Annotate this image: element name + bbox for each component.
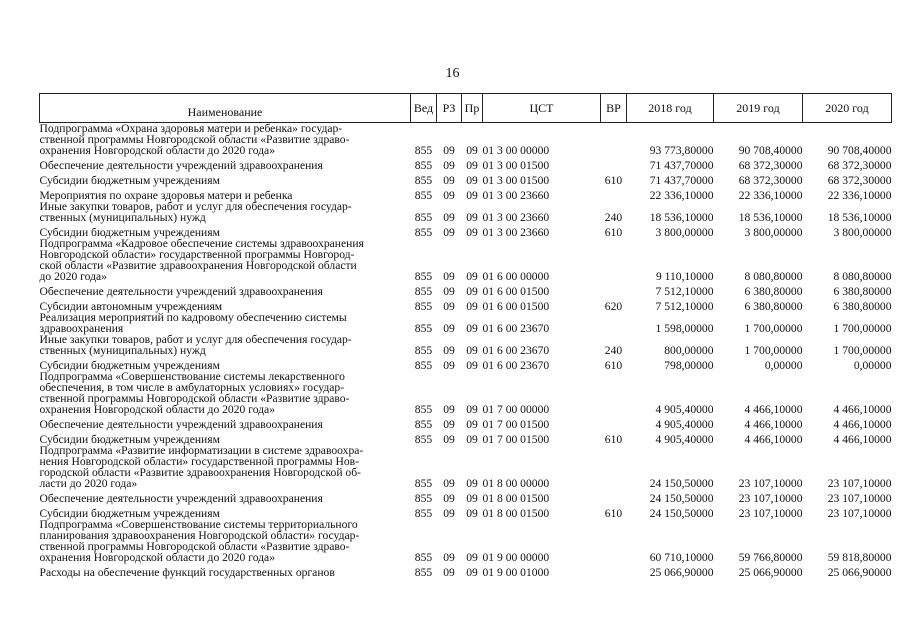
header-ved: Вед bbox=[411, 94, 437, 123]
cell-rz: 09 bbox=[443, 211, 455, 224]
table-row bbox=[40, 415, 892, 430]
cell-ved: 855 bbox=[414, 211, 433, 224]
cell-ved: 855 bbox=[414, 359, 433, 372]
cell-rz: 09 bbox=[443, 174, 455, 187]
table-row bbox=[40, 430, 892, 445]
cell-2018: 3 800,00000 bbox=[655, 226, 714, 239]
cell-rz: 09 bbox=[443, 189, 455, 202]
header-cst: ЦСТ bbox=[483, 94, 601, 123]
cell-cst: 01 9 00 01000 bbox=[482, 566, 550, 579]
table-row bbox=[40, 371, 892, 415]
cell-ved: 855 bbox=[414, 226, 433, 239]
cell-2020: 4 466,10000 bbox=[833, 433, 892, 446]
cell-2018: 22 336,10000 bbox=[649, 189, 714, 202]
cell-2018: 71 437,70000 bbox=[649, 174, 714, 187]
cell-vr: 240 bbox=[604, 211, 623, 224]
table-row bbox=[40, 201, 892, 223]
cell-2019: 68 372,30000 bbox=[738, 174, 803, 187]
cell-2019: 6 380,80000 bbox=[744, 285, 803, 298]
cell-cst: 01 6 00 23670 bbox=[482, 322, 550, 335]
cell-2019: 68 372,30000 bbox=[738, 159, 803, 172]
cell-name: Иные закупки товаров, работ и услуг для обеспечения государ- ственных (муниципальных) нужд bbox=[39, 200, 352, 224]
cell-vr: 610 bbox=[604, 174, 623, 187]
header-rz: РЗ bbox=[437, 94, 462, 123]
cell-2019: 0,00000 bbox=[764, 359, 803, 372]
table-row bbox=[40, 334, 892, 356]
cell-name: Иные закупки товаров, работ и услуг для обеспечения государ- ственных (муниципальных) нужд bbox=[39, 333, 352, 357]
cell-pr: 09 bbox=[466, 159, 478, 172]
cell-cst: 01 6 00 01500 bbox=[482, 285, 550, 298]
cell-cst: 01 8 00 00000 bbox=[482, 477, 550, 490]
cell-2018: 60 710,10000 bbox=[649, 551, 714, 564]
cell-name: Обеспечение деятельности учреждений здравоохранения bbox=[39, 492, 323, 505]
table-row bbox=[40, 282, 892, 297]
cell-name: Обеспечение деятельности учреждений здравоохранения bbox=[39, 159, 323, 172]
table-row bbox=[40, 123, 892, 157]
table-header-row bbox=[40, 94, 892, 123]
cell-pr: 09 bbox=[466, 226, 478, 239]
table-row bbox=[40, 186, 892, 201]
cell-pr: 09 bbox=[466, 174, 478, 187]
cell-vr bbox=[601, 489, 627, 504]
cell-ved: 855 bbox=[414, 189, 433, 202]
cell-rz: 09 bbox=[443, 492, 455, 505]
header-pr: Пр bbox=[462, 94, 483, 123]
cell-name: Подпрограмма «Развитие информатизации в системе здравоохра- нения Новгородской области» государственной программы Нов- городской области «Развитие здравоохранения Новгородской об- ласти до 2020 года» bbox=[39, 444, 364, 490]
cell-2019: 23 107,10000 bbox=[738, 477, 803, 490]
cell-pr: 09 bbox=[466, 300, 478, 313]
cell-name: Подпрограмма «Кадровое обеспечение системы здравоохранения Новгородской области» государственной программы Новгород- ской области «Развитие здравоохранения Новгородской области до 2020 года» bbox=[39, 237, 364, 283]
cell-name: Субсидии бюджетным учреждениям bbox=[39, 507, 220, 520]
budget-table bbox=[39, 93, 892, 578]
table-row bbox=[40, 312, 892, 334]
cell-2020: 68 372,30000 bbox=[827, 159, 892, 172]
table-row bbox=[40, 156, 892, 171]
cell-ved: 855 bbox=[414, 300, 433, 313]
cell-pr: 09 bbox=[466, 144, 478, 157]
cell-2018: 25 066,90000 bbox=[649, 566, 714, 579]
cell-name: Подпрограмма «Совершенствование системы территориального планирования здравоохранения Новгородской области» государ- ственной программы Новгородской области «Развитие здраво- охранения Новгородской области до 2020 года» bbox=[39, 518, 360, 564]
cell-cst: 01 8 00 01500 bbox=[482, 507, 550, 520]
cell-2020: 18 536,10000 bbox=[827, 211, 892, 224]
cell-pr: 09 bbox=[466, 551, 478, 564]
cell-pr: 09 bbox=[466, 211, 478, 224]
cell-name: Мероприятия по охране здоровья матери и ребенка bbox=[39, 189, 293, 202]
cell-2020: 25 066,90000 bbox=[827, 566, 892, 579]
cell-2019: 4 466,10000 bbox=[744, 433, 803, 446]
cell-2020: 6 380,80000 bbox=[833, 285, 892, 298]
cell-ved: 855 bbox=[414, 507, 433, 520]
cell-ved: 855 bbox=[414, 270, 433, 283]
cell-2020: 23 107,10000 bbox=[827, 507, 892, 520]
cell-2018: 24 150,50000 bbox=[649, 492, 714, 505]
cell-2019: 22 336,10000 bbox=[738, 189, 803, 202]
page-number: 16 bbox=[445, 66, 460, 81]
cell-cst: 01 3 00 23660 bbox=[482, 226, 550, 239]
cell-ved: 855 bbox=[414, 566, 433, 579]
table-row bbox=[40, 297, 892, 312]
cell-cst: 01 6 00 23670 bbox=[482, 359, 550, 372]
cell-2019: 6 380,80000 bbox=[744, 300, 803, 313]
cell-vr bbox=[601, 445, 627, 489]
cell-2019: 23 107,10000 bbox=[738, 492, 803, 505]
cell-vr bbox=[601, 563, 627, 578]
cell-vr bbox=[601, 312, 627, 334]
cell-cst: 01 6 00 01500 bbox=[482, 300, 550, 313]
table-row bbox=[40, 171, 892, 186]
cell-2020: 6 380,80000 bbox=[833, 300, 892, 313]
cell-cst: 01 7 00 01500 bbox=[482, 418, 550, 431]
cell-2018: 24 150,50000 bbox=[649, 507, 714, 520]
table-row bbox=[40, 563, 892, 578]
cell-2019: 3 800,00000 bbox=[744, 226, 803, 239]
cell-ved: 855 bbox=[414, 322, 433, 335]
cell-pr: 09 bbox=[466, 270, 478, 283]
cell-vr bbox=[601, 519, 627, 563]
cell-cst: 01 3 00 00000 bbox=[482, 144, 550, 157]
cell-vr bbox=[601, 156, 627, 171]
cell-name: Субсидии автономным учреждениям bbox=[39, 300, 223, 313]
cell-pr: 09 bbox=[466, 285, 478, 298]
header-2018: 2018 год bbox=[627, 94, 714, 123]
cell-pr: 09 bbox=[466, 507, 478, 520]
cell-pr: 09 bbox=[466, 403, 478, 416]
cell-rz: 09 bbox=[443, 226, 455, 239]
cell-rz: 09 bbox=[443, 285, 455, 298]
cell-2020: 4 466,10000 bbox=[833, 418, 892, 431]
cell-2019: 8 080,80000 bbox=[744, 270, 803, 283]
header-2020: 2020 год bbox=[803, 94, 892, 123]
cell-2018: 4 905,40000 bbox=[655, 418, 714, 431]
cell-2019: 90 708,40000 bbox=[738, 144, 803, 157]
cell-cst: 01 3 00 23660 bbox=[482, 211, 550, 224]
cell-2019: 1 700,00000 bbox=[744, 322, 803, 335]
cell-rz: 09 bbox=[443, 477, 455, 490]
cell-name: Расходы на обеспечение функций государственных органов bbox=[39, 566, 335, 579]
cell-cst: 01 8 00 01500 bbox=[482, 492, 550, 505]
cell-rz: 09 bbox=[443, 322, 455, 335]
cell-vr: 610 bbox=[604, 359, 623, 372]
cell-2018: 4 905,40000 bbox=[655, 403, 714, 416]
cell-ved: 855 bbox=[414, 403, 433, 416]
cell-2018: 7 512,10000 bbox=[655, 285, 714, 298]
cell-rz: 09 bbox=[443, 300, 455, 313]
cell-2019: 4 466,10000 bbox=[744, 418, 803, 431]
cell-2018: 9 110,10000 bbox=[655, 270, 714, 283]
cell-2020: 1 700,00000 bbox=[833, 344, 892, 357]
cell-2018: 7 512,10000 bbox=[655, 300, 714, 313]
cell-cst: 01 9 00 00000 bbox=[482, 551, 550, 564]
header-vr: ВР bbox=[601, 94, 627, 123]
cell-vr: 610 bbox=[604, 433, 623, 446]
cell-ved: 855 bbox=[414, 144, 433, 157]
cell-2019: 59 766,80000 bbox=[738, 551, 803, 564]
cell-rz: 09 bbox=[443, 507, 455, 520]
cell-ved: 855 bbox=[414, 174, 433, 187]
cell-pr: 09 bbox=[466, 359, 478, 372]
cell-vr bbox=[601, 123, 627, 157]
cell-2019: 25 066,90000 bbox=[738, 566, 803, 579]
cell-2020: 23 107,10000 bbox=[827, 492, 892, 505]
cell-pr: 09 bbox=[466, 189, 478, 202]
cell-2018: 93 773,80000 bbox=[649, 144, 714, 157]
cell-pr: 09 bbox=[466, 433, 478, 446]
cell-2018: 24 150,50000 bbox=[649, 477, 714, 490]
cell-ved: 855 bbox=[414, 285, 433, 298]
table-row bbox=[40, 223, 892, 238]
cell-vr bbox=[601, 371, 627, 415]
cell-2018: 4 905,40000 bbox=[655, 433, 714, 446]
cell-vr bbox=[601, 238, 627, 282]
cell-2018: 18 536,10000 bbox=[649, 211, 714, 224]
cell-2020: 23 107,10000 bbox=[827, 477, 892, 490]
cell-ved: 855 bbox=[414, 551, 433, 564]
cell-name: Субсидии бюджетным учреждениям bbox=[39, 226, 220, 239]
cell-2019: 1 700,00000 bbox=[744, 344, 803, 357]
cell-2020: 3 800,00000 bbox=[833, 226, 892, 239]
cell-name: Субсидии бюджетным учреждениям bbox=[39, 359, 220, 372]
cell-cst: 01 3 00 01500 bbox=[482, 174, 550, 187]
cell-cst: 01 3 00 23660 bbox=[482, 189, 550, 202]
cell-ved: 855 bbox=[414, 433, 433, 446]
cell-name: Субсидии бюджетным учреждениям bbox=[39, 433, 220, 446]
cell-vr: 240 bbox=[604, 344, 623, 357]
cell-2018: 71 437,70000 bbox=[649, 159, 714, 172]
cell-rz: 09 bbox=[443, 403, 455, 416]
cell-rz: 09 bbox=[443, 551, 455, 564]
cell-rz: 09 bbox=[443, 566, 455, 579]
cell-ved: 855 bbox=[414, 159, 433, 172]
cell-2020: 68 372,30000 bbox=[827, 174, 892, 187]
cell-vr bbox=[601, 282, 627, 297]
cell-rz: 09 bbox=[443, 270, 455, 283]
cell-pr: 09 bbox=[466, 492, 478, 505]
cell-2020: 0,00000 bbox=[853, 359, 892, 372]
table-row bbox=[40, 519, 892, 563]
cell-rz: 09 bbox=[443, 359, 455, 372]
cell-pr: 09 bbox=[466, 418, 478, 431]
cell-name: Обеспечение деятельности учреждений здравоохранения bbox=[39, 418, 323, 431]
cell-ved: 855 bbox=[414, 418, 433, 431]
cell-cst: 01 7 00 01500 bbox=[482, 433, 550, 446]
cell-2018: 1 598,00000 bbox=[655, 322, 714, 335]
cell-cst: 01 3 00 01500 bbox=[482, 159, 550, 172]
table-row bbox=[40, 356, 892, 371]
cell-rz: 09 bbox=[443, 144, 455, 157]
cell-ved: 855 bbox=[414, 477, 433, 490]
cell-ved: 855 bbox=[414, 344, 433, 357]
cell-2020: 22 336,10000 bbox=[827, 189, 892, 202]
cell-cst: 01 6 00 00000 bbox=[482, 270, 550, 283]
cell-pr: 09 bbox=[466, 566, 478, 579]
header-name: Наименование bbox=[40, 94, 411, 123]
cell-name: Субсидии бюджетным учреждениям bbox=[39, 174, 220, 187]
table-row bbox=[40, 238, 892, 282]
cell-pr: 09 bbox=[466, 344, 478, 357]
cell-rz: 09 bbox=[443, 418, 455, 431]
cell-name: Обеспечение деятельности учреждений здравоохранения bbox=[39, 285, 323, 298]
cell-rz: 09 bbox=[443, 433, 455, 446]
cell-cst: 01 6 00 23670 bbox=[482, 344, 550, 357]
cell-vr: 610 bbox=[604, 226, 623, 239]
cell-vr: 610 bbox=[604, 507, 623, 520]
table-row bbox=[40, 504, 892, 519]
cell-rz: 09 bbox=[443, 344, 455, 357]
table-row bbox=[40, 445, 892, 489]
cell-cst: 01 7 00 00000 bbox=[482, 403, 550, 416]
header-2019: 2019 год bbox=[714, 94, 803, 123]
cell-2020: 4 466,10000 bbox=[833, 403, 892, 416]
cell-2020: 1 700,00000 bbox=[833, 322, 892, 335]
cell-name: Подпрограмма «Охрана здоровья матери и ребенка» государ- ственной программы Новгородской области «Развитие здраво- охранения Новгородской области до 2020 года» bbox=[39, 122, 350, 157]
cell-2019: 23 107,10000 bbox=[738, 507, 803, 520]
cell-2018: 800,00000 bbox=[664, 344, 714, 357]
cell-ved: 855 bbox=[414, 492, 433, 505]
cell-2020: 90 708,40000 bbox=[827, 144, 892, 157]
cell-pr: 09 bbox=[466, 477, 478, 490]
cell-2020: 59 818,80000 bbox=[827, 551, 892, 564]
cell-vr bbox=[601, 415, 627, 430]
cell-rz: 09 bbox=[443, 159, 455, 172]
cell-2018: 798,00000 bbox=[664, 359, 714, 372]
cell-pr: 09 bbox=[466, 322, 478, 335]
cell-2020: 8 080,80000 bbox=[833, 270, 892, 283]
cell-name: Подпрограмма «Совершенствование системы лекарственного обеспечения, в том числе в амбулаторных условиях» государ- ственной программы Новгородской области «Развитие здраво- охранения Новгородской области до 2020 года» bbox=[39, 370, 350, 416]
cell-vr: 620 bbox=[604, 300, 623, 313]
cell-name: Реализация мероприятий по кадровому обеспечению системы здравоохранения bbox=[39, 311, 347, 335]
cell-2019: 18 536,10000 bbox=[738, 211, 803, 224]
cell-2019: 4 466,10000 bbox=[744, 403, 803, 416]
table-row bbox=[40, 489, 892, 504]
cell-vr bbox=[601, 186, 627, 201]
